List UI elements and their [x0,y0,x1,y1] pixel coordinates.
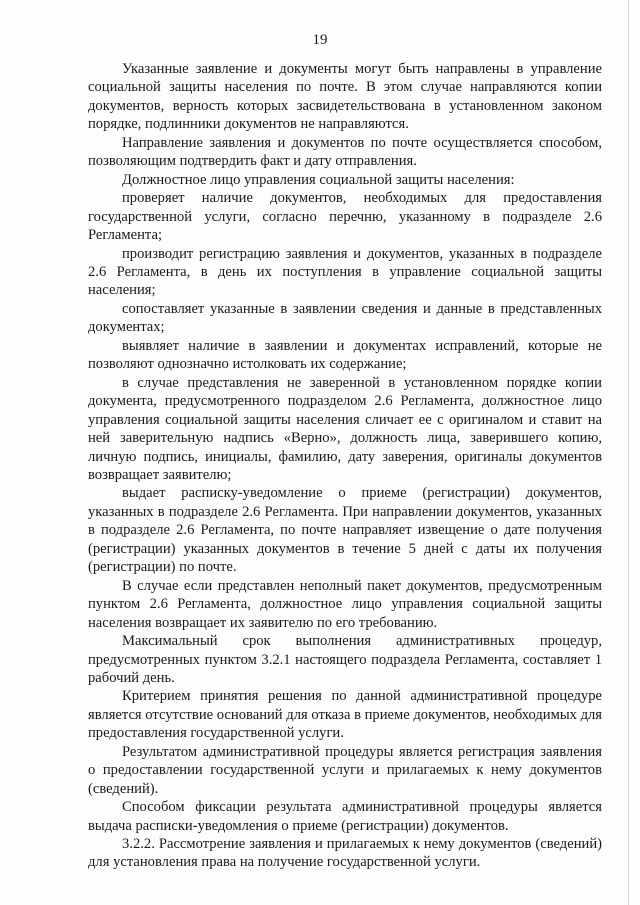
document-body [88,60,602,872]
paragraph: Должностное лицо управления социальной защиты населения: [122,171,515,188]
paragraph: Максимальный срок выполнения административных процедур, предусмотренных пунктом 3.2.1 настоящего подраздела Регламента, составляет 1 рабочий день. [88,633,602,686]
paragraph: производит регистрацию заявления и документов, указанных в подразделе 2.6 Регламента, в день их поступления в управление социальной защиты населения; [88,245,602,299]
paragraph: Критерием принятия решения по данной административной процедуре является отсутствие оснований для отказа в приеме документов, необходимых для предоставления государственной услуги. [88,688,602,742]
paragraph: выявляет наличие в заявлении и документах исправлений, которые не позволяют однозначно истолковать их содержание; [88,337,602,373]
paragraph: в случае представления не заверенной в установленном порядке копии документа, предусмотренного подразделом 2.6 Регламента, должностное лицо управления социальной защиты населения сличает ее с оригиналом и ставит на ней заверительную надпись «Верно», должность лица, заверившего копию, личную подпись, инициалы, фамилию, дату заверения, оригиналы документов возвращает заявителю; [88,374,602,483]
paragraph: выдает расписку-уведомление о приеме (регистрации) документов, указанных в подразделе 2.6 Регламента. При направлении документов, указанных в подразделе 2.6 Регламента, по почте направляет извещение о дате получения (регистрации) указанных документов в течение 5 дней с даты их получения (регистрации) по почте. [88,485,602,576]
paragraph: Способом фиксации результата административной процедуры является выдача расписки-уведомления о приеме (регистрации) документов. [88,799,602,834]
paragraph: Указанные заявление и документы могут быть направлены в управление социальной защиты населения по почте. В этом случае направляются копии документов, верность которых засвидетельствована в установленном законом порядке, подлинники документов не направляются. [88,61,602,133]
paragraph: сопоставляет указанные в заявлении сведения и данные в представленных документах; [88,300,602,336]
paragraph: Направление заявления и документов по почте осуществляется способом, позволяющим подтвердить факт и дату отправления. [88,134,602,170]
paragraph: В случае если представлен неполный пакет документов, предусмотренным пунктом 2.6 Регламента, должностное лицо управления социальной защиты населения возвращает их заявителю по его требованию. [88,577,602,631]
paragraph: проверяет наличие документов, необходимых для предоставления государственной услуги, согласно перечню, указанному в подразделе 2.6 Регламента; [88,190,602,244]
paragraph: 3.2.2. Рассмотрение заявления и прилагаемых к нему документов (сведений) для установления права на получение государственной услуги. [88,836,602,871]
paragraph: Результатом административной процедуры является регистрация заявления о предоставлении государственной услуги и прилагаемых к нему документов (сведений). [88,743,602,797]
scan-edge-divider [628,0,629,905]
page-number: 19 [312,32,328,48]
